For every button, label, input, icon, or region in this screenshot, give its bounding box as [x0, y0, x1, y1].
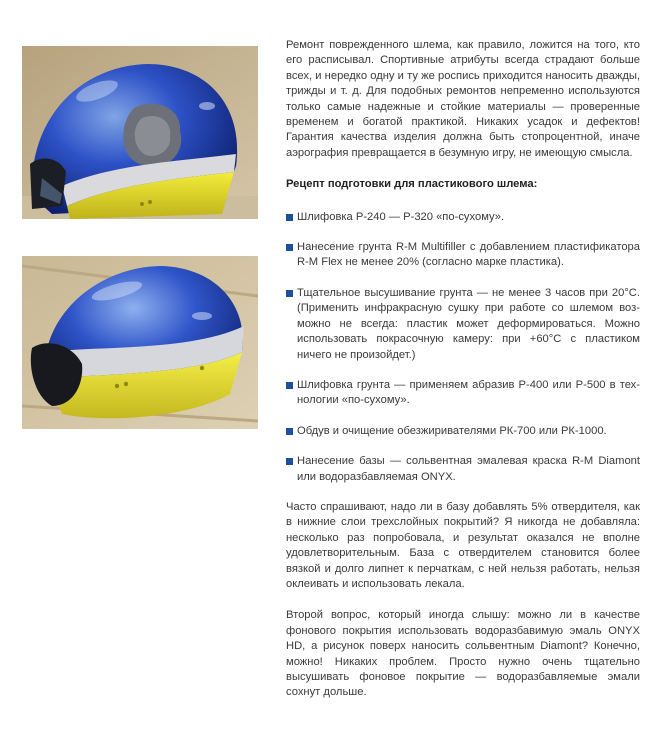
step-text: Тщательное высушивание грунта — не менее 3 часов при 20°С. (Применить инфракрасную сушку при работе со шлемом возможно не всегда: пластик может деформироваться. Можно использовать покрасочную камеру: при +60°С с пластиком ничего не произойдет.) [297, 286, 640, 361]
step-text: Нанесение базы — сольвентная эмалевая краска R-M Diamont или водоразбавляемая ONYX. [297, 455, 640, 483]
helmet-photo-repaired [22, 256, 258, 429]
helmet-photo-damaged [22, 46, 258, 219]
bullet-square-icon [286, 244, 293, 251]
step-item [286, 454, 640, 485]
recipe-heading: Рецепт подготовки для пластикового шлема: [286, 178, 538, 191]
bullet-square-icon [286, 290, 293, 297]
step-item [286, 378, 640, 409]
article-text-column [286, 38, 640, 717]
step-item [286, 240, 640, 271]
bullet-square-icon [286, 382, 293, 389]
step-item [286, 210, 640, 225]
step-text: Обдув и очищение обезжиривателями РК-700 или РК-1000. [297, 424, 607, 437]
intro-paragraph: Ремонт поврежденного шлема, как правило, ложится на того, кто его расписывал. Спортивные атрибуты всегда страдают больше всех, и нередко одну и ту же роспись приходится наносить дважды, трижды и т. д. Для подобных ремонтов непременно используются только самые надежные и стойкие материалы — проверенные временем и богатой практикой. Никаких усадок и дефектов! Гарантия качества изделия должна быть стопроцентной, иначе аэрография превращается в безумную игру, не имеющую смысла. [286, 39, 640, 159]
step-text: Шлифовка грунта — применяем абразив Р-400 или Р-500 в технологии «по-сухому». [297, 378, 640, 407]
bullet-square-icon [286, 458, 293, 465]
hardener-paragraph: Часто спрашивают, надо ли в базу добавлять 5% отвердителя, как в нижние слои трехслойных покрытий? Я никогда не добавляла: несколько раз попробовала, и результат оказался не вполне удовлетворительным. База с отвердителем становится более вязкой и долго липнет к перчаткам, с ней нельзя работать, нельзя оклеивать и использовать лекала. [286, 500, 640, 590]
step-item [286, 424, 640, 439]
bullet-square-icon [286, 428, 293, 435]
second-question-paragraph: Второй вопрос, который иногда слышу: можно ли в качестве фонового покрытия использовать водоразбавимую эмаль ONYX HD, а рисунок поверх наносить сольвентным Diamont? Конечно, можно! Никаких проблем. Просто нужно очень тщательно высушивать фоновое покрытие — водоразбавляемые эмали сохнут дольше. [286, 609, 640, 699]
bullet-square-icon [286, 214, 293, 221]
step-text: Нанесение грунта R-M Multifiller с добавлением пластификатора R-M Flex не менее 20% (согласно марке пластика). [297, 241, 640, 269]
step-text: Шлифовка Р-240 — Р-320 «по-сухому». [297, 210, 505, 223]
step-item [286, 286, 640, 363]
